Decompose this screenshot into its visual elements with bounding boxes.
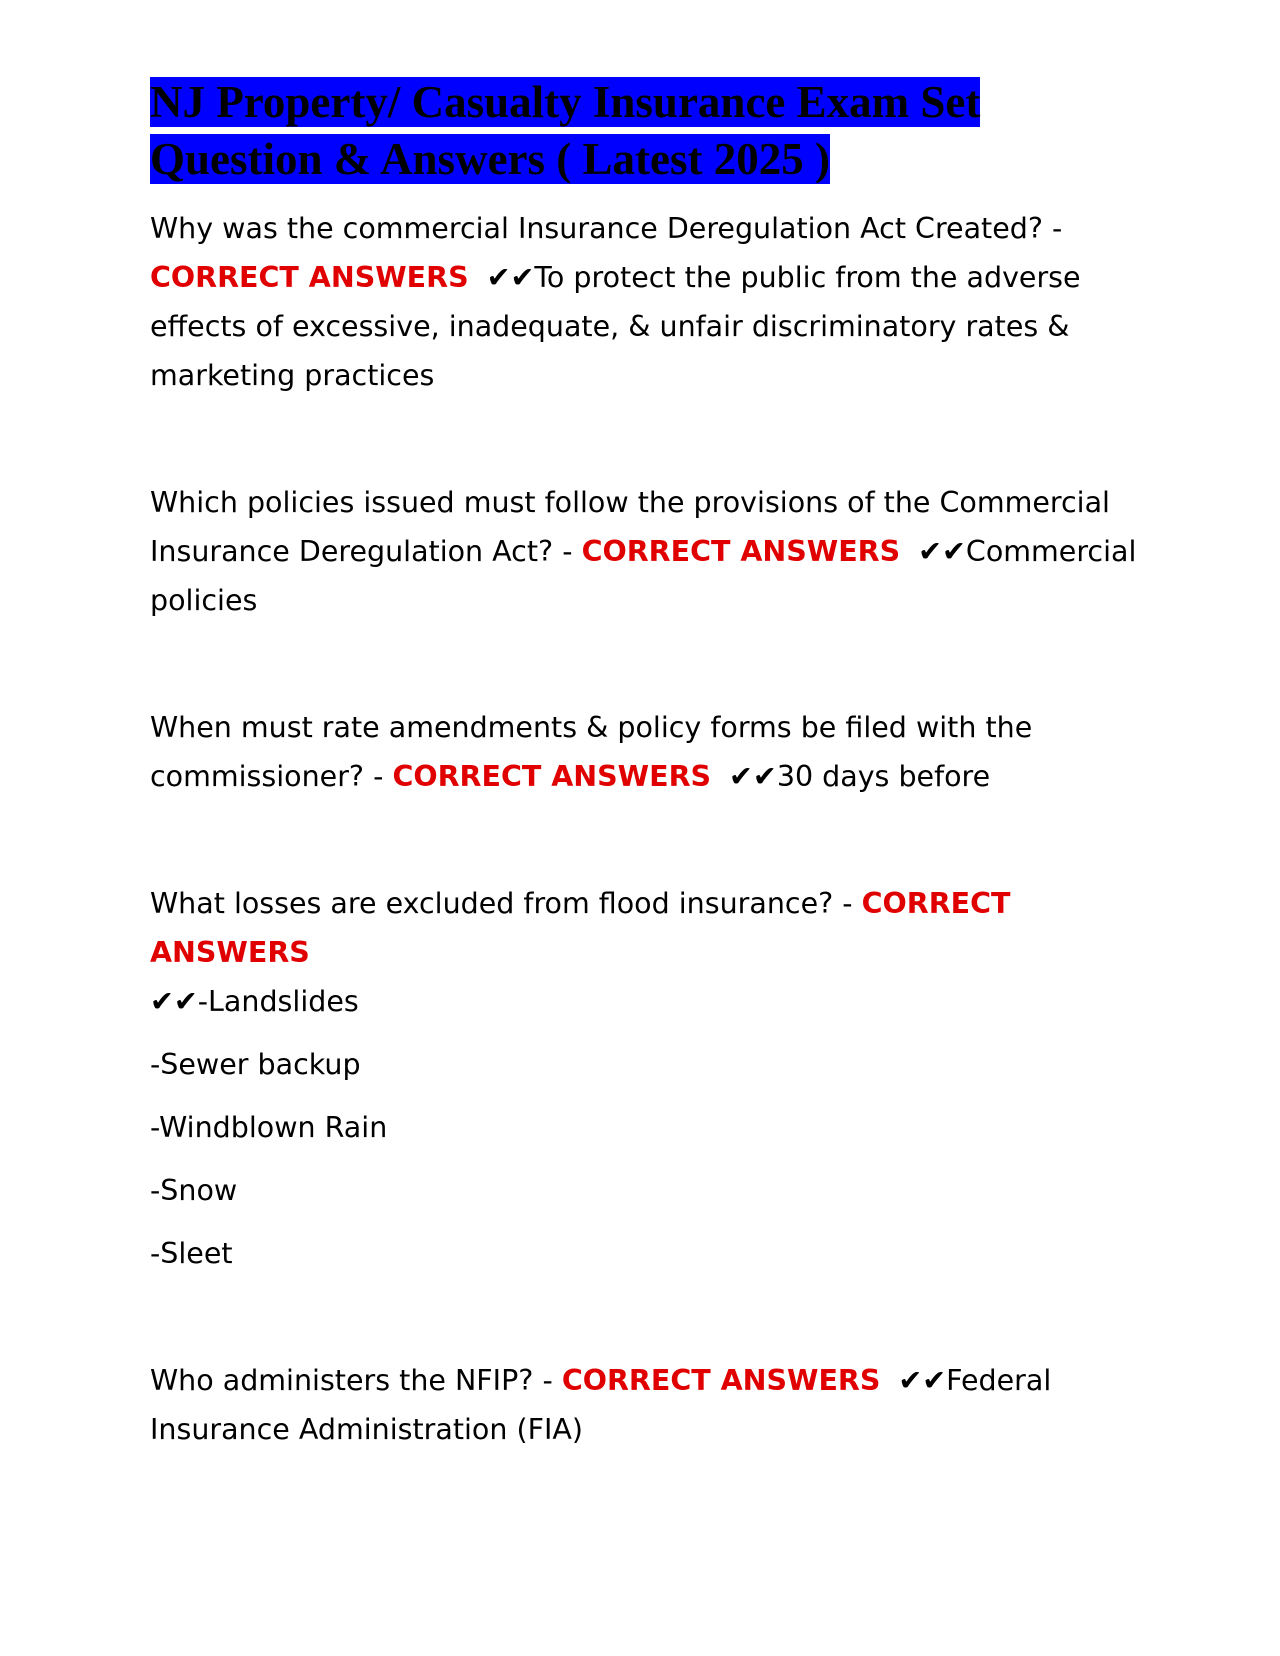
correct-answers-label: CORRECT ANSWERS (392, 760, 712, 793)
qa-item (150, 703, 1140, 801)
question-text: When must rate amendments & policy forms be filed with the commissioner? - (150, 711, 1033, 793)
correct-answers-label: CORRECT ANSWERS (561, 1364, 881, 1397)
qa-item (150, 204, 1140, 400)
correct-answers-label: CORRECT ANSWERS (581, 535, 901, 568)
answer-list-item: -Sleet (150, 1237, 233, 1270)
answer-text: 30 days before (776, 760, 991, 793)
answer-text: Federal Insurance Administration (FIA) (150, 1364, 1052, 1446)
answer-list-item: -Snow (150, 1174, 238, 1207)
check-icon: ✔✔ (150, 985, 198, 1018)
document-title-text: NJ Property/ Casualty Insurance Exam Set Question & Answers ( Latest 2025 ) (150, 77, 981, 184)
check-icon: ✔✔ (486, 261, 535, 294)
answer-text: To protect the public from the adverse effects of excessive, inadequate, & unfair discriminatory rates & marketing practices (150, 261, 1081, 392)
qa-item (150, 478, 1140, 625)
question-text: Which policies issued must follow the provisions of the Commercial Insurance Deregulation Act? - (150, 486, 1110, 568)
answer-text: -Landslides (197, 985, 359, 1018)
question-text: Why was the commercial Insurance Deregulation Act Created? - (150, 212, 1063, 245)
correct-answers-label: CORRECT ANSWERS (150, 261, 469, 294)
question-text: What losses are excluded from flood insurance? - (150, 887, 862, 920)
check-icon: ✔✔ (918, 535, 966, 568)
check-icon: ✔✔ (729, 760, 777, 793)
correct-answers-label: CORRECT ANSWERS (150, 887, 1011, 969)
qa-item (150, 1356, 1140, 1454)
answer-list-item: -Sewer backup (150, 1048, 361, 1081)
answer-text: Commercial policies (150, 535, 1137, 617)
qa-item (150, 879, 1140, 1026)
document-title (150, 74, 1140, 188)
answer-list-item: -Windblown Rain (150, 1111, 388, 1144)
document-page (150, 74, 1140, 1454)
check-icon: ✔✔ (898, 1364, 947, 1397)
question-text: Who administers the NFIP? - (150, 1364, 562, 1397)
